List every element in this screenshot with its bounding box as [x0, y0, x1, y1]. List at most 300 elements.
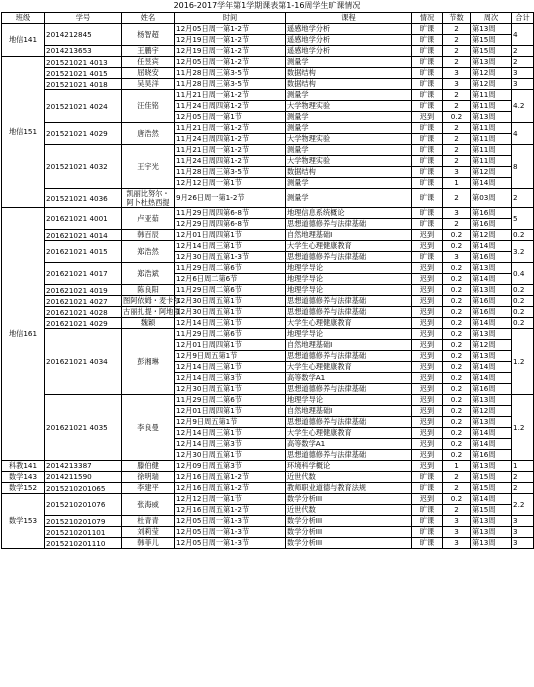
periods-cell: 0.2 [443, 307, 471, 318]
time-cell: 11月28日周三第3-5节 [175, 167, 286, 178]
name-cell: 陈良阳 [122, 285, 175, 296]
periods-cell: 2 [443, 156, 471, 167]
week-cell: 第13周 [471, 329, 512, 340]
course-cell: 思想道德修养与法律基础 [286, 417, 412, 428]
total-cell: 2 [512, 57, 534, 68]
course-cell: 近世代数 [286, 505, 412, 516]
periods-cell: 0.2 [443, 494, 471, 505]
course-cell: 大学物理实验 [286, 156, 412, 167]
student-id-cell: 201521021 4036 [45, 189, 122, 208]
total-cell: 5 [512, 208, 534, 230]
time-cell: 12月30日周五第1节 [175, 384, 286, 395]
name-cell: 韩百辰 [122, 230, 175, 241]
status-cell: 旷课 [412, 219, 443, 230]
time-cell: 12月14日周三第1节 [175, 241, 286, 252]
periods-cell: 0.2 [443, 406, 471, 417]
time-cell: 12月05日周一第1-2节 [175, 57, 286, 68]
table-row [2, 307, 534, 318]
status-cell: 迟到 [412, 428, 443, 439]
status-cell: 迟到 [412, 241, 443, 252]
course-cell: 地理学导论 [286, 285, 412, 296]
periods-cell: 0.2 [443, 439, 471, 450]
periods-cell: 2 [443, 483, 471, 494]
total-cell: 0.2 [512, 285, 534, 296]
total-cell: 2.2 [512, 494, 534, 516]
week-cell: 第13周 [471, 57, 512, 68]
table-row [2, 461, 534, 472]
course-cell: 测量学 [286, 90, 412, 101]
student-id-cell: 201621021 4027 [45, 296, 122, 307]
table-row [2, 483, 534, 494]
status-cell: 迟到 [412, 296, 443, 307]
week-cell: 第14周 [471, 274, 512, 285]
time-cell: 11月21日周一第1-2节 [175, 123, 286, 134]
table-row [2, 538, 534, 549]
time-cell: 11月21日周一第1-2节 [175, 145, 286, 156]
course-cell: 数据结构 [286, 79, 412, 90]
student-id-cell: 2014213387 [45, 461, 122, 472]
table-row [2, 123, 534, 134]
student-id-cell: 2014211590 [45, 472, 122, 483]
week-cell: 第13周 [471, 538, 512, 549]
name-cell: 王鹏宇 [122, 46, 175, 57]
week-cell: 第13周 [471, 395, 512, 406]
student-id-cell: 201521021 4024 [45, 90, 122, 123]
time-cell: 12月30日周五第1-3节 [175, 252, 286, 263]
course-cell: 思想道德修养与法律基础 [286, 296, 412, 307]
total-cell: 2 [512, 189, 534, 208]
total-cell: 2 [512, 46, 534, 57]
total-cell: 1.2 [512, 329, 534, 395]
time-cell: 11月24日周四第1-2节 [175, 134, 286, 145]
week-cell: 第13周 [471, 461, 512, 472]
time-cell: 11月29日周二第6节 [175, 395, 286, 406]
course-cell: 大学生心理健康教育 [286, 428, 412, 439]
status-cell: 旷课 [412, 57, 443, 68]
periods-cell: 0.2 [443, 318, 471, 329]
periods-cell: 3 [443, 516, 471, 527]
name-cell: 古丽扎提・阿地里 [123, 307, 181, 316]
time-cell: 12月19日周一第1-2节 [175, 46, 286, 57]
week-cell: 第14周 [471, 362, 512, 373]
header-time: 时间 [175, 13, 286, 24]
time-cell: 12月14日周三第1节 [175, 428, 286, 439]
week-cell: 第13周 [471, 285, 512, 296]
course-cell: 地理学导论 [286, 329, 412, 340]
total-cell: 0.2 [512, 318, 534, 329]
time-cell: 12月01日周四第1节 [175, 340, 286, 351]
week-cell: 第16周 [471, 296, 512, 307]
week-cell: 第13周 [471, 263, 512, 274]
status-cell: 迟到 [412, 307, 443, 318]
periods-cell: 0.2 [443, 329, 471, 340]
table-row [2, 145, 534, 156]
status-cell: 旷课 [412, 24, 443, 35]
course-cell: 测量学 [286, 189, 412, 208]
course-cell: 地理学导论 [286, 263, 412, 274]
status-cell: 旷课 [412, 178, 443, 189]
total-cell: 3 [512, 79, 534, 90]
time-cell: 12月30日周五第1节 [175, 307, 286, 318]
header-status: 情况 [412, 13, 443, 24]
week-cell: 第14周 [471, 439, 512, 450]
time-cell: 12月05日周一第1节 [175, 112, 286, 123]
time-cell: 12月05日周一第1-3节 [175, 516, 286, 527]
periods-cell: 0.2 [443, 274, 471, 285]
name-cell: 李良曼 [122, 395, 175, 461]
course-cell: 大学物理实验 [286, 134, 412, 145]
course-cell: 大学物理实验 [286, 101, 412, 112]
status-cell: 旷课 [412, 79, 443, 90]
table-row [2, 46, 534, 57]
student-id-cell: 201621021 4014 [45, 230, 122, 241]
sheet-title: 2016-2017学年第1学期课表第1-16周学生旷课情况 [173, 1, 361, 10]
header-row [2, 13, 534, 24]
status-cell: 旷课 [412, 123, 443, 134]
status-cell: 旷课 [412, 538, 443, 549]
periods-cell: 3 [443, 167, 471, 178]
student-id-cell: 2015210201065 [45, 483, 122, 494]
course-cell: 地理学导论 [286, 274, 412, 285]
student-id-cell: 201521021 4013 [45, 57, 122, 68]
periods-cell: 2 [443, 123, 471, 134]
total-cell: 3 [512, 538, 534, 549]
week-cell: 第13周 [471, 351, 512, 362]
week-cell: 第11周 [471, 134, 512, 145]
status-cell: 迟到 [412, 112, 443, 123]
student-id-cell: 201621021 4035 [45, 395, 122, 461]
periods-cell: 0.2 [443, 351, 471, 362]
name-cell: 郑浩然 [122, 241, 175, 263]
student-id-cell: 201621021 4028 [45, 307, 122, 318]
week-cell: 第15周 [471, 505, 512, 516]
time-cell: 11月28日周三第3-5节 [175, 79, 286, 90]
course-cell: 测量学 [286, 57, 412, 68]
header-course: 课程 [286, 13, 412, 24]
name-cell: 汪佳铭 [122, 90, 175, 123]
week-cell: 第11周 [471, 90, 512, 101]
class-cell: 科教141 [2, 461, 45, 472]
periods-cell: 2 [443, 505, 471, 516]
week-cell: 第12周 [471, 79, 512, 90]
periods-cell: 0.2 [443, 417, 471, 428]
periods-cell: 2 [443, 90, 471, 101]
student-id-cell: 201621021 4017 [45, 263, 122, 285]
time-cell: 12月14日周三第1节 [175, 318, 286, 329]
total-cell: 3 [512, 68, 534, 79]
periods-cell: 3 [443, 79, 471, 90]
time-cell: 12月6日周二第6节 [175, 274, 286, 285]
time-cell: 11月24日周四第1-2节 [175, 156, 286, 167]
student-id-cell: 201521021 4015 [45, 68, 122, 79]
table-row [2, 230, 534, 241]
periods-cell: 0.2 [443, 450, 471, 461]
status-cell: 旷课 [412, 505, 443, 516]
student-id-cell: 2014213653 [45, 46, 122, 57]
name-cell: 杜青青 [122, 516, 175, 527]
time-cell: 12月14日周三第3节 [175, 439, 286, 450]
table-row [2, 494, 534, 505]
name-cell: 滕伯健 [122, 461, 175, 472]
status-cell: 迟到 [412, 263, 443, 274]
student-id-cell: 2015210201079 [45, 516, 122, 527]
class-cell: 数学143 [2, 472, 45, 483]
header-total: 合计 [512, 13, 534, 24]
name-cell: 唐浩然 [122, 123, 175, 145]
time-cell: 11月29日周四第6-8节 [175, 208, 286, 219]
student-id-cell: 2015210201101 [45, 527, 122, 538]
course-cell: 数学分析III [286, 527, 412, 538]
total-cell: 2 [512, 483, 534, 494]
week-cell: 第14周 [471, 373, 512, 384]
table-row [2, 318, 534, 329]
time-cell: 12月29日周四第6-8节 [175, 219, 286, 230]
status-cell: 旷课 [412, 145, 443, 156]
periods-cell: 2 [443, 57, 471, 68]
name-cell: 魏颖 [122, 318, 175, 329]
status-cell: 迟到 [412, 373, 443, 384]
status-cell: 旷课 [412, 46, 443, 57]
week-cell: 第13周 [471, 24, 512, 35]
header-class: 班级 [2, 13, 45, 24]
student-id-cell: 201521021 4029 [45, 123, 122, 145]
table-row [2, 296, 534, 307]
periods-cell: 2 [443, 219, 471, 230]
periods-cell: 3 [443, 208, 471, 219]
week-cell: 第03周 [471, 189, 512, 208]
status-cell: 旷课 [412, 527, 443, 538]
course-cell: 数学分析III [286, 516, 412, 527]
time-cell: 12月30日周五第1节 [175, 450, 286, 461]
status-cell: 旷课 [412, 252, 443, 263]
time-cell: 12月01日周四第1节 [175, 230, 286, 241]
header-student-id: 学号 [45, 13, 122, 24]
time-cell: 12月16日周五第1-2节 [175, 505, 286, 516]
time-cell: 12月9日周五第1节 [175, 417, 286, 428]
course-cell: 遥感地学分析 [286, 46, 412, 57]
course-cell: 近世代数 [286, 472, 412, 483]
periods-cell: 2 [443, 46, 471, 57]
status-cell: 迟到 [412, 340, 443, 351]
header-name: 姓名 [122, 13, 175, 24]
week-cell: 第12周 [471, 340, 512, 351]
week-cell: 第11周 [471, 145, 512, 156]
table-row [2, 79, 534, 90]
status-cell: 旷课 [412, 90, 443, 101]
table-row [2, 527, 534, 538]
status-cell: 旷课 [412, 134, 443, 145]
status-cell: 旷课 [412, 189, 443, 208]
status-cell: 迟到 [412, 384, 443, 395]
table-row [2, 90, 534, 101]
student-id-cell: 201521021 4032 [45, 145, 122, 189]
table-row [2, 516, 534, 527]
student-id-cell: 201621021 4015 [45, 241, 122, 263]
time-cell: 11月29日周二第6节 [175, 285, 286, 296]
time-cell: 12月12日周一第1节 [175, 494, 286, 505]
week-cell: 第15周 [471, 46, 512, 57]
course-cell: 教师职业道德与教育法规 [286, 483, 412, 494]
course-cell: 测量学 [286, 123, 412, 134]
status-cell: 迟到 [412, 395, 443, 406]
course-cell: 大学生心理健康教育 [286, 362, 412, 373]
table-row [2, 68, 534, 79]
status-cell: 旷课 [412, 167, 443, 178]
week-cell: 第14周 [471, 494, 512, 505]
time-cell: 9月26日周一第1-2节 [175, 189, 286, 208]
status-cell: 迟到 [412, 329, 443, 340]
week-cell: 第14周 [471, 178, 512, 189]
week-cell: 第16周 [471, 219, 512, 230]
week-cell: 第14周 [471, 241, 512, 252]
week-cell: 第14周 [471, 428, 512, 439]
total-cell: 3 [512, 516, 534, 527]
name-cell: 凯丽比努尔・阿卜杜热西提 [122, 189, 175, 208]
total-cell: 4 [512, 24, 534, 46]
course-cell: 思想道德修养与法律基础 [286, 384, 412, 395]
student-id-cell: 201621021 4029 [45, 318, 122, 329]
table-row [2, 285, 534, 296]
name-cell: 吴昊洋 [122, 79, 175, 90]
time-cell: 11月28日周三第3-5节 [175, 68, 286, 79]
periods-cell: 3 [443, 527, 471, 538]
week-cell: 第13周 [471, 417, 512, 428]
week-cell: 第15周 [471, 483, 512, 494]
status-cell: 迟到 [412, 494, 443, 505]
periods-cell: 0.2 [443, 296, 471, 307]
class-cell: 数学152 [2, 483, 45, 494]
total-cell: 4 [512, 123, 534, 145]
class-cell: 数学153 [2, 494, 45, 549]
total-cell: 8 [512, 145, 534, 189]
total-cell: 2 [512, 472, 534, 483]
periods-cell: 0.2 [443, 395, 471, 406]
status-cell: 迟到 [412, 351, 443, 362]
status-cell: 旷课 [412, 472, 443, 483]
periods-cell: 2 [443, 24, 471, 35]
total-cell: 3.2 [512, 241, 534, 263]
week-cell: 第11周 [471, 156, 512, 167]
periods-cell: 3 [443, 252, 471, 263]
status-cell: 旷课 [412, 516, 443, 527]
status-cell: 旷课 [412, 483, 443, 494]
course-cell: 思想道德修养与法律基础 [286, 219, 412, 230]
time-cell: 12月16日周五第1-2节 [175, 483, 286, 494]
course-cell: 高等数学A1 [286, 439, 412, 450]
table-row [2, 395, 534, 406]
status-cell: 迟到 [412, 285, 443, 296]
total-cell: 0.4 [512, 263, 534, 285]
periods-cell: 3 [443, 68, 471, 79]
absence-table [1, 12, 534, 549]
time-cell: 12月14日周三第1节 [175, 362, 286, 373]
course-cell: 思想道德修养与法律基础 [286, 307, 412, 318]
time-cell: 12月09日周五第3节 [175, 461, 286, 472]
periods-cell: 0.2 [443, 428, 471, 439]
week-cell: 第16周 [471, 384, 512, 395]
name-cell: 郑浩斌 [122, 263, 175, 285]
time-cell: 12月05日周一第1-2节 [175, 24, 286, 35]
week-cell: 第16周 [471, 252, 512, 263]
name-cell: 韩菲儿 [122, 538, 175, 549]
name-cell: 王宇光 [122, 145, 175, 189]
status-cell: 迟到 [412, 230, 443, 241]
periods-cell: 0.2 [443, 384, 471, 395]
course-cell: 环境科学概论 [286, 461, 412, 472]
name-cell: 任昱宾 [122, 57, 175, 68]
periods-cell: 0.2 [443, 340, 471, 351]
student-id-cell: 2015210201076 [45, 494, 122, 516]
periods-cell: 0.2 [443, 285, 471, 296]
periods-cell: 2 [443, 145, 471, 156]
table-row [2, 241, 534, 252]
name-cell: 张海威 [122, 494, 175, 516]
week-cell: 第12周 [471, 406, 512, 417]
student-id-cell: 201621021 4019 [45, 285, 122, 296]
week-cell: 第16周 [471, 208, 512, 219]
status-cell: 旷课 [412, 68, 443, 79]
name-cell: 图阿依姆・麦卡尔 [123, 296, 181, 305]
week-cell: 第14周 [471, 318, 512, 329]
periods-cell: 0.2 [443, 241, 471, 252]
student-id-cell: 201621021 4034 [45, 329, 122, 395]
total-cell: 3 [512, 527, 534, 538]
course-cell: 遥感地学分析 [286, 35, 412, 46]
time-cell: 12月16日周五第1-2节 [175, 472, 286, 483]
course-cell: 测量学 [286, 145, 412, 156]
table-row [2, 57, 534, 68]
course-cell: 地理信息系统概论 [286, 208, 412, 219]
status-cell: 旷课 [412, 156, 443, 167]
status-cell: 旷课 [412, 101, 443, 112]
periods-cell: 0.2 [443, 373, 471, 384]
week-cell: 第11周 [471, 123, 512, 134]
time-cell: 12月05日周一第1-3节 [175, 527, 286, 538]
class-cell: 地信151 [2, 57, 45, 208]
time-cell: 11月21日周一第1-2节 [175, 90, 286, 101]
status-cell: 旷课 [412, 35, 443, 46]
status-cell: 迟到 [412, 406, 443, 417]
status-cell: 迟到 [412, 461, 443, 472]
time-cell: 11月29日周二第6节 [175, 329, 286, 340]
course-cell: 地理学导论 [286, 395, 412, 406]
time-cell: 11月29日周二第6节 [175, 263, 286, 274]
time-cell: 11月24日周四第1-2节 [175, 101, 286, 112]
course-cell: 数学分析III [286, 494, 412, 505]
course-cell: 数据结构 [286, 68, 412, 79]
periods-cell: 1 [443, 461, 471, 472]
course-cell: 大学生心理健康教育 [286, 318, 412, 329]
course-cell: 自然地理基础I [286, 406, 412, 417]
header-week: 周次 [471, 13, 512, 24]
course-cell: 思想道德修养与法律基础 [286, 450, 412, 461]
table-row [2, 472, 534, 483]
periods-cell: 0.2 [443, 230, 471, 241]
periods-cell: 2 [443, 472, 471, 483]
status-cell: 迟到 [412, 417, 443, 428]
status-cell: 迟到 [412, 450, 443, 461]
periods-cell: 2 [443, 101, 471, 112]
periods-cell: 2 [443, 134, 471, 145]
table-body [2, 24, 534, 549]
total-cell: 0.2 [512, 307, 534, 318]
table-row [2, 24, 534, 35]
name-cell: 屈晓安 [122, 68, 175, 79]
status-cell: 迟到 [412, 362, 443, 373]
student-id-cell: 201521021 4018 [45, 79, 122, 90]
time-cell: 12月9日周五第1节 [175, 351, 286, 362]
week-cell: 第12周 [471, 230, 512, 241]
